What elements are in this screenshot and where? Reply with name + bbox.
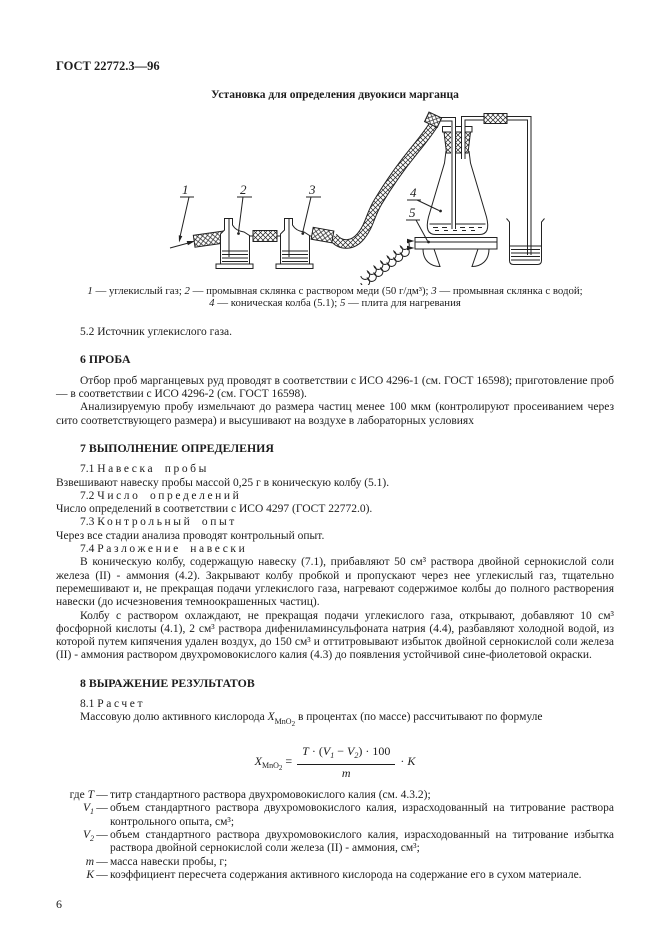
formula-var-x-sub2: 2: [278, 764, 283, 773]
where-row-t: [56, 789, 614, 802]
subclause-7-4-title: Разложение навески: [97, 543, 248, 556]
formula-var-v1-sub: 1: [330, 751, 335, 761]
term-v2-sub: 2: [90, 834, 94, 843]
caption-text-5: — плита для нагревания: [345, 297, 461, 310]
apparatus-figure: [56, 105, 614, 285]
subclause-7-4-heading: [56, 543, 614, 556]
beaker: [506, 218, 544, 264]
caption-num-5: 5: [339, 297, 346, 310]
where-text-t: титр стандартного раствора двухромовокислого калия (см. 4.3.2);: [110, 789, 431, 802]
term-m: m: [85, 855, 94, 868]
where-text-m: масса навески пробы, г;: [110, 855, 228, 868]
formula-op1: · (: [308, 744, 323, 759]
dash: —: [96, 855, 108, 868]
formula-fraction: [297, 744, 395, 780]
dash: —: [96, 802, 108, 815]
formula-op3: ) · 100: [358, 744, 391, 759]
clause-5-2: 5.2 Источник углекислого газа.: [80, 326, 232, 339]
term-v1: V: [82, 802, 90, 815]
calc-intro-before: Массовую долю активного кислорода: [80, 711, 268, 724]
subclause-7-2-heading: [56, 490, 614, 503]
section-8-heading: 8 ВЫРАЖЕНИЕ РЕЗУЛЬТАТОВ: [80, 675, 255, 690]
caption-text-3: — промывная склянка с водой;: [436, 284, 583, 297]
formula-numerator: [297, 744, 395, 765]
caption-num-4: 4: [209, 297, 215, 310]
formula-var-m: m: [341, 766, 351, 781]
rubber-sleeve: [253, 230, 277, 241]
wash-bottle-2: [216, 218, 253, 268]
caption-text-4: — коническая колба (5.1);: [214, 297, 340, 310]
where-text-v2: объем стандартного раствора двухромовокислого калия, израсходованный на титрование избытка раствора двойной сернокислой соли железа (II) - аммония, см³;: [110, 829, 614, 855]
subclause-7-2-body: Число определений в соответствии с ИСО 4297 (ГОСТ 22772.0).: [56, 503, 373, 516]
formula-var-k: K: [407, 753, 416, 768]
formula-op2: −: [334, 744, 347, 759]
section-6-heading: 6 ПРОБА: [80, 352, 131, 367]
subclause-7-3-title: Контрольный опыт: [97, 516, 237, 529]
calc-var-sub2: 2: [291, 719, 296, 728]
dash: —: [96, 829, 108, 841]
section-6-paragraph-1: Отбор проб марганцевых руд проводят в соответствии с ИСО 4296-1 (см. ГОСТ 16598); приготовление проб — в соответствии с ИСО 4296-2 (см. ГОСТ 16598).: [56, 374, 614, 401]
subclause-7-1-body: Взвешивают навеску пробы массой 0,25 г в коническую колбу (5.1).: [56, 476, 390, 489]
section-6-paragraph-2: Анализируемую пробу измельчают до размера частиц менее 100 мкм (контролируют просеиванием через сито соответствующего размера) и высушивают на воздухе в лабораторных условиях: [56, 401, 614, 427]
rubber-sleeve: [311, 227, 334, 242]
caption-text-1: — углекислый газ;: [92, 284, 185, 297]
where-label: где: [69, 789, 85, 802]
subclause-7-1-title: Навеска пробы: [97, 463, 209, 476]
subclause-8-1-number: 8.1: [80, 698, 95, 711]
figure-title: Установка для определения двуокиси марганца: [211, 89, 459, 102]
formula-denominator: [297, 765, 395, 780]
subclause-7-3-number: 7.3: [80, 516, 95, 529]
where-list: [56, 789, 614, 882]
caption-num-1: 1: [87, 284, 93, 297]
dash: —: [96, 789, 108, 802]
caption-text-2: — промывная склянка с раствором меди (50 г/дм³);: [189, 284, 432, 297]
where-text-k: коэффициент пересчета содержания активного кислорода на содержание его в сухом материале.: [110, 868, 582, 881]
subclause-8-1-heading: [56, 698, 614, 711]
subclause-7-4-number: 7.4: [80, 543, 95, 556]
where-term-v1: [56, 802, 94, 829]
where-row-v1: [56, 802, 614, 829]
dash: —: [96, 868, 108, 881]
mass-fraction-formula: [56, 744, 614, 780]
where-term-m: [56, 856, 94, 869]
diagram-label-4: 4: [409, 184, 416, 200]
wash-bottle-3: [276, 218, 313, 268]
where-row-v2: [56, 829, 614, 856]
formula-var-x-sub: MnO: [262, 761, 279, 771]
where-term-k: [56, 869, 94, 882]
figure-caption-line1: [56, 285, 614, 298]
subclause-7-3-heading: [56, 516, 614, 529]
term-v1-sub: 1: [90, 807, 94, 817]
subclause-7-1-number: 7.1: [80, 463, 95, 476]
caption-num-2: 2: [184, 284, 190, 297]
formula-lhs: [254, 753, 283, 773]
term-t: T: [87, 789, 94, 802]
subclause-7-1-heading: [56, 463, 614, 476]
conical-flask: [427, 151, 487, 235]
where-text-v1: объем стандартного раствора двухромовокислого калия, израсходованный на титрование раствора контрольного опыта, см³;: [110, 802, 614, 828]
section-7-heading: 7 ВЫПОЛНЕНИЕ ОПРЕДЕЛЕНИЯ: [80, 440, 274, 455]
figure-caption: [56, 285, 614, 311]
subclause-7-4-paragraph-1: В коническую колбу, содержащую навеску (7.1), прибавляют 50 см³ раствора двойной сернокислой соли железа (II) - аммония (4.2). Закрывают колбу пробкой и пропускают через нее углекислый газ, тщательно перемешивают и, не прекращая подачи углекислого газа, нагревают содержимое колбы до полного растворения навески (до исчезновения темноокрашенных частиц).: [56, 556, 614, 609]
where-row-k: [56, 869, 614, 882]
calc-var-sub: MnO: [274, 716, 292, 726]
subclause-7-4-paragraph-2: Колбу с раствором охлаждают, не прекращая подачи углекислого газа, открывают, добавляют 10 см³ фосфорной кислоты (4.1), 2 см³ раствора дифениламинсульфоната натрия (4.4), разбавляют холодной водой, из которой путем кипячения удален воздух, до 150 см³ и оттитровывают избыток двойной сернокислой соли железа (II) - аммония раствором двухромовокислого калия (4.3) до появления устойчивой сине-фиолетовой окраски.: [56, 609, 614, 662]
calc-intro-after: в процентах (по массе) рассчитывают по формуле: [295, 711, 543, 724]
page-number: 6: [56, 897, 62, 912]
diagram-label-1: 1: [181, 181, 188, 197]
formula-var-v2: V: [346, 744, 355, 759]
subclause-8-1-title: Расчет: [97, 698, 146, 711]
multiply-sign: ·: [397, 753, 408, 768]
calc-var-x: X: [267, 711, 275, 724]
diagram-label-5: 5: [408, 204, 415, 220]
doc-number: ГОСТ 22772.3—96: [56, 59, 160, 73]
where-term-t: [56, 789, 94, 802]
power-cords: [360, 238, 414, 284]
formula-var-t: T: [302, 744, 309, 759]
formula-var-x: X: [254, 753, 262, 768]
figure-caption-line2: [56, 297, 614, 310]
equals-sign: =: [282, 753, 296, 768]
subclause-7-3-body: Через все стадии анализа проводят контрольный опыт.: [56, 529, 325, 542]
term-k: K: [86, 868, 94, 881]
apparatus-diagram-svg: [83, 105, 588, 285]
diagram-label-2: 2: [239, 181, 246, 197]
caption-num-3: 3: [431, 284, 437, 297]
co2-inlet: [170, 230, 228, 247]
subclause-7-2-number: 7.2: [80, 489, 95, 502]
diagram-label-3: 3: [308, 181, 315, 197]
stopper: [442, 126, 472, 153]
term-v2: V: [82, 829, 90, 841]
formula-var-v2-sub: 2: [354, 751, 359, 761]
where-row-m: [56, 856, 614, 869]
where-term-v2: [56, 829, 94, 856]
subclause-7-2-title: Число определений: [97, 489, 242, 502]
formula-var-v1: V: [322, 744, 331, 759]
calc-intro: [56, 711, 614, 731]
